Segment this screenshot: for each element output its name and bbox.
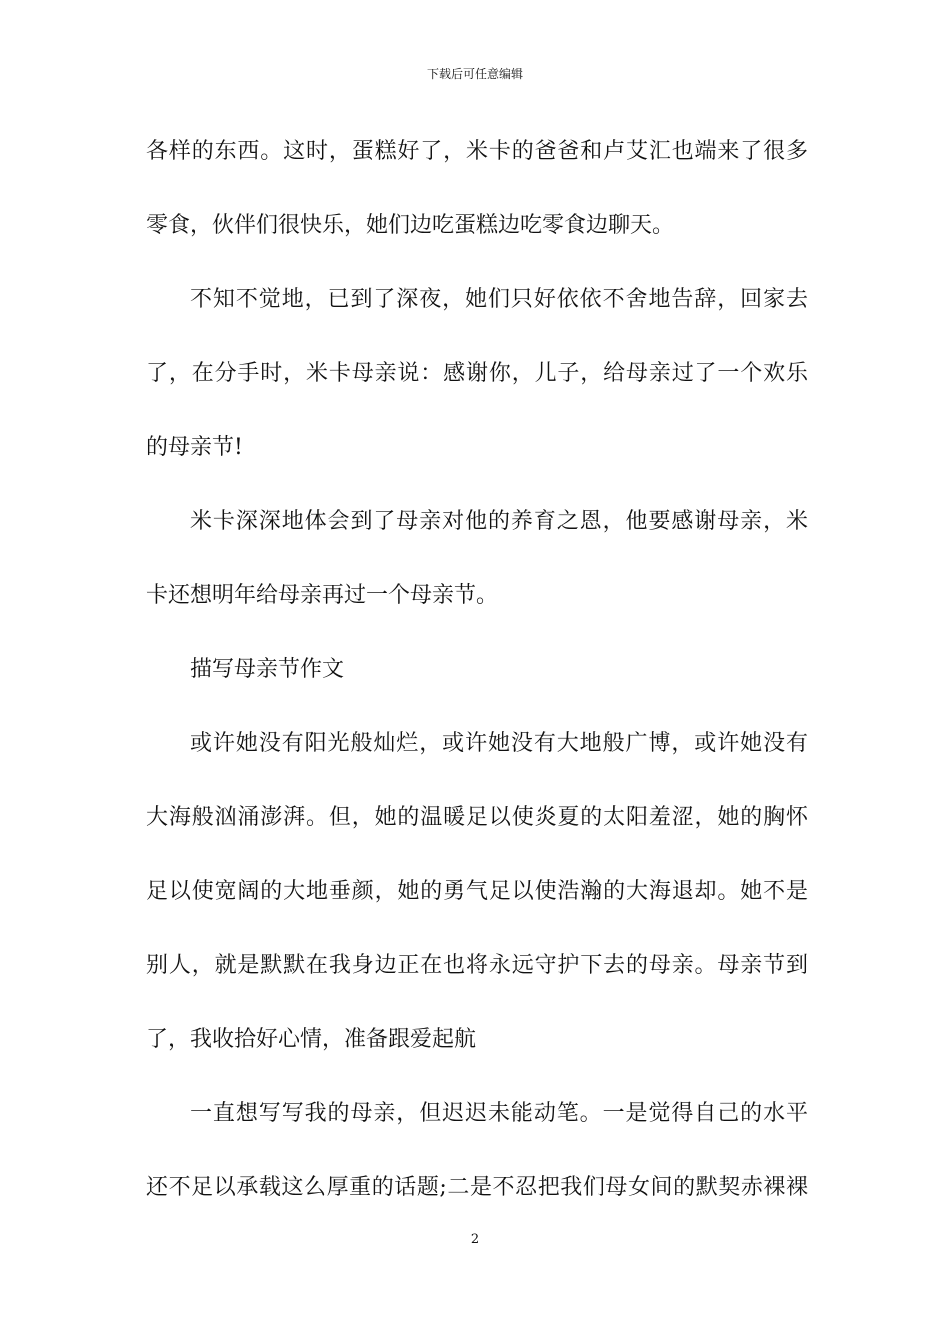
paragraph-first-line: 或许她没有阳光般灿烂，或许她没有大地般广博，或许她没有	[190, 731, 808, 756]
text-line: 了，我收拾好心情，准备跟爱起航	[146, 1027, 477, 1052]
text-line: 别人，就是默默在我身边正在也将永远守护下去的母亲。母亲节到	[146, 953, 808, 978]
text-line: 足以使宽阔的大地垂颜，她的勇气足以使浩瀚的大海退却。她不是	[146, 879, 808, 904]
document-body	[146, 115, 808, 1225]
paragraph-first-line: 不知不觉地，已到了深夜，她们只好依依不舍地告辞，回家去	[190, 287, 808, 312]
text-line: 卡还想明年给母亲再过一个母亲节。	[146, 583, 499, 608]
text-line: 的母亲节!	[146, 435, 243, 460]
text-line: 大海般汹涌澎湃。但，她的温暖足以使炎夏的太阳羞涩，她的胸怀	[146, 805, 808, 830]
text-line: 各样的东西。这时，蛋糕好了，米卡的爸爸和卢艾汇也端来了很多	[146, 139, 808, 164]
text-line: 了，在分手时，米卡母亲说：感谢你，儿子，给母亲过了一个欢乐	[146, 361, 808, 386]
section-heading: 描写母亲节作文	[190, 657, 345, 682]
page-number: 2	[470, 1232, 480, 1247]
text-line: 零食，伙伴们很快乐，她们边吃蛋糕边吃零食边聊天。	[146, 213, 675, 238]
paragraph-first-line: 米卡深深地体会到了母亲对他的养育之恩，他要感谢母亲，米	[190, 509, 808, 534]
paragraph-first-line: 一直想写写我的母亲，但迟迟未能动笔。一是觉得自己的水平	[190, 1101, 808, 1126]
text-line: 还不足以承载这么厚重的话题;二是不忍把我们母女间的默契赤裸裸	[146, 1175, 808, 1200]
page-header: 下载后可任意编辑	[426, 67, 523, 81]
